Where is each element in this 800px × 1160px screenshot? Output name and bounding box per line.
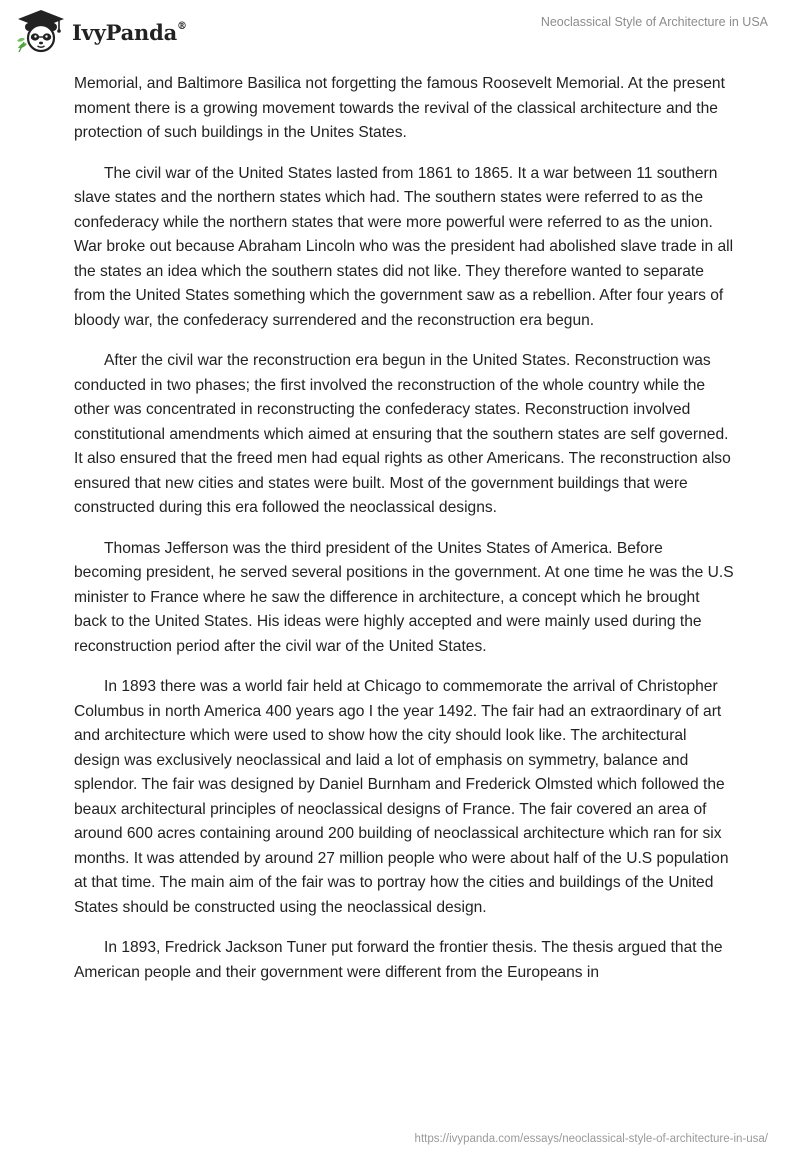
paragraph: The civil war of the United States lasted from 1861 to 1865. It a war between 11 southern slave states and the northern states which had. The southern states were referred to as the confederacy while the northern states that were more powerful were referred to as the union. War broke out because Abraham Lincoln who was the president had abolished slave trade in all the states an idea which the southern states did not like. They therefore wanted to separate from the United States something which the government saw as a rebellion. After four years of bloody war, the confederacy surrendered and the reconstruction era begun.: [74, 164, 734, 329]
paragraph: In 1893, Fredrick Jackson Tuner put forward the frontier thesis. The thesis argued that the American people and their government were different from the Europeans in: [74, 939, 723, 981]
paragraph: Thomas Jefferson was the third president of the Unites States of America. Before becoming president, he served several positions in the government. At one time he was the U.S minister to France where he saw the difference in architecture, a concept which he brought back to the United States. His ideas were highly accepted and were mainly used during the reconstruction period after the civil war of the United States.: [74, 539, 734, 655]
page-header: [0, 0, 800, 70]
essay-body: [74, 72, 734, 1001]
panda-graduate-icon: [14, 8, 68, 54]
document-title: Neoclassical Style of Architecture in USA: [540, 15, 768, 29]
source-url-link[interactable]: https://ivypanda.com/essays/neoclassical-style-of-architecture-in-usa/: [414, 1133, 768, 1145]
paragraph: Memorial, and Baltimore Basilica not forgetting the famous Roosevelt Memorial. At the present moment there is a growing movement towards the revival of the classical architecture and the protection of such buildings in the Unites States.: [74, 75, 725, 141]
paragraph: In 1893 there was a world fair held at Chicago to commemorate the arrival of Christopher Columbus in north America 400 years ago I the year 1492. The fair had an extraordinary of art and architecture which were used to show how the city should look like. The architectural design was exclusively neoclassical and laid a lot of emphasis on symmetry, balance and splendor. The fair was designed by Daniel Burnham and Frederick Olmsted which followed the beaux architectural principles of neoclassical designs of France. The fair covered an area of around 600 acres containing around 200 building of neoclassical architecture which ran for six months. It was attended by around 27 million people who were about half of the U.S population at that time. The main aim of the fair was to portray how the cities and buildings of the United States should be constructed using the neoclassical design.: [74, 678, 729, 916]
paragraph: After the civil war the reconstruction era begun in the United States. Reconstruction was conducted in two phases; the first involved the reconstruction of the whole country while the other was concentrated in reconstructing the confederacy states. Reconstruction involved constitutional amendments which aimed at ensuring that the southern states are self governed. It also ensured that the freed men had equal rights as other Americans. The reconstruction also ensured that new cities and states were built. Most of the government buildings that were constructed during this era followed the neoclassical designs.: [74, 352, 731, 516]
brand-name: IvyPanda®: [72, 19, 187, 45]
brand-logo[interactable]: [14, 8, 187, 54]
